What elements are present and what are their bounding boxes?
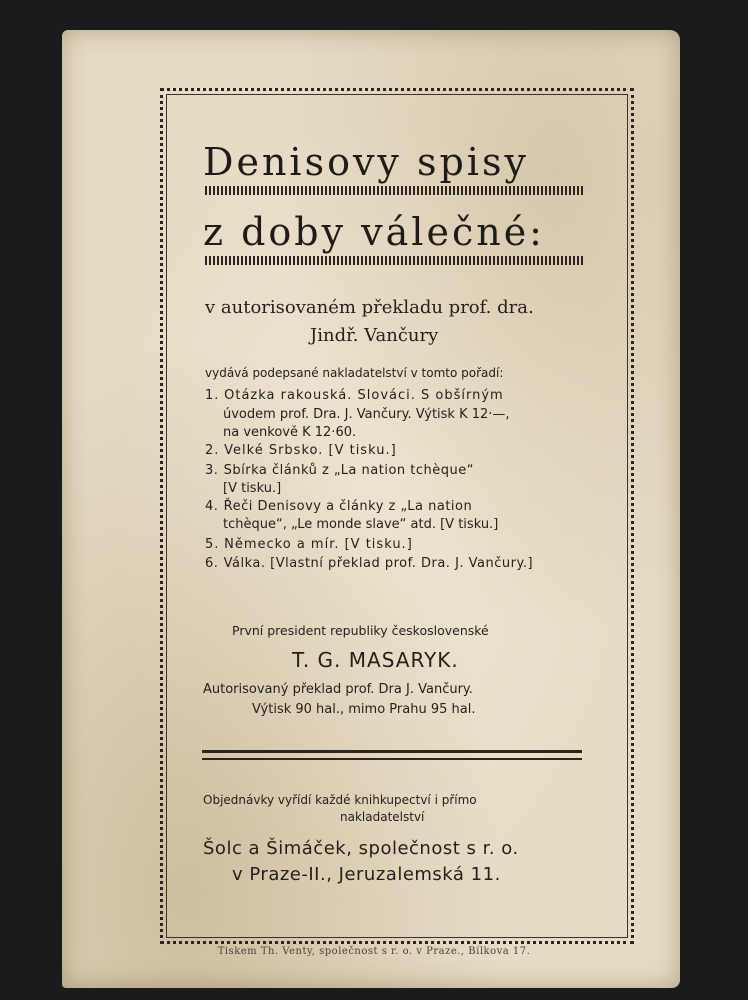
- hatched-rule-2: [205, 256, 585, 265]
- list-item: [205, 537, 413, 552]
- translation-line-2: Jindř. Vančury: [310, 325, 439, 346]
- list-item-text: Velké Srbsko. [V tisku.]: [224, 443, 397, 458]
- publisher-intro: vydává podepsané nakladatelství v tomto pořadí:: [205, 366, 504, 380]
- orders-line-1: Objednávky vyřídí každé knihkupectví i přímo: [203, 793, 477, 807]
- list-item-continuation: tchèque“, „Le monde slave“ atd. [V tisku.]: [223, 517, 499, 532]
- title-line-1: Denisovy spisy: [203, 140, 529, 184]
- publisher-name: Šolc a Šimáček, společnost s r. o.: [203, 838, 519, 859]
- publisher-address: v Praze-II., Jeruzalemská 11.: [232, 864, 501, 885]
- list-item: [205, 388, 504, 403]
- list-item-continuation: úvodem prof. Dra. J. Vančury. Výtisk K 12·—,: [223, 407, 510, 422]
- list-item-number: 4.: [205, 499, 219, 514]
- list-item-continuation: na venkově K 12·60.: [223, 425, 357, 440]
- list-item: [205, 463, 474, 478]
- list-item-text: Německo a mír. [V tisku.]: [224, 537, 413, 552]
- president-name: T. G. MASARYK.: [292, 648, 459, 672]
- orders-line-2: nakladatelství: [340, 810, 425, 824]
- list-item: [205, 443, 397, 458]
- list-item: [205, 556, 533, 571]
- list-item-text: Válka. [Vlastní překlad prof. Dra. J. Vančury.]: [223, 556, 534, 571]
- masaryk-price: Výtisk 90 hal., mimo Prahu 95 hal.: [252, 702, 476, 717]
- president-line: První president republiky československé: [232, 623, 489, 638]
- list-item: [205, 499, 472, 514]
- title-line-2: z doby válečné:: [203, 210, 545, 254]
- translation-line-1: v autorisovaném překladu prof. dra.: [205, 297, 534, 318]
- list-item-continuation: [V tisku.]: [223, 481, 282, 496]
- list-item-number: 1.: [205, 388, 220, 403]
- list-item-text: Řeči Denisovy a články z „La nation: [223, 499, 473, 514]
- hatched-rule-1: [205, 186, 585, 195]
- divider-bar-2: [202, 758, 582, 760]
- list-item-number: 2.: [205, 443, 220, 458]
- masaryk-translation: Autorisovaný překlad prof. Dra J. Vančury.: [203, 682, 473, 697]
- list-item-text: Sbírka článků z „La nation tchèque“: [223, 463, 474, 478]
- list-item-number: 3.: [205, 463, 219, 478]
- printer-line: Tiskem Th. Venty, společnost s r. o. v Praze., Bílkova 17.: [217, 946, 531, 957]
- list-item-number: 6.: [205, 556, 219, 571]
- divider-bar-1: [202, 750, 582, 753]
- list-item-number: 5.: [205, 537, 220, 552]
- list-item-text: Otázka rakouská. Slováci. S obšírným: [224, 388, 504, 403]
